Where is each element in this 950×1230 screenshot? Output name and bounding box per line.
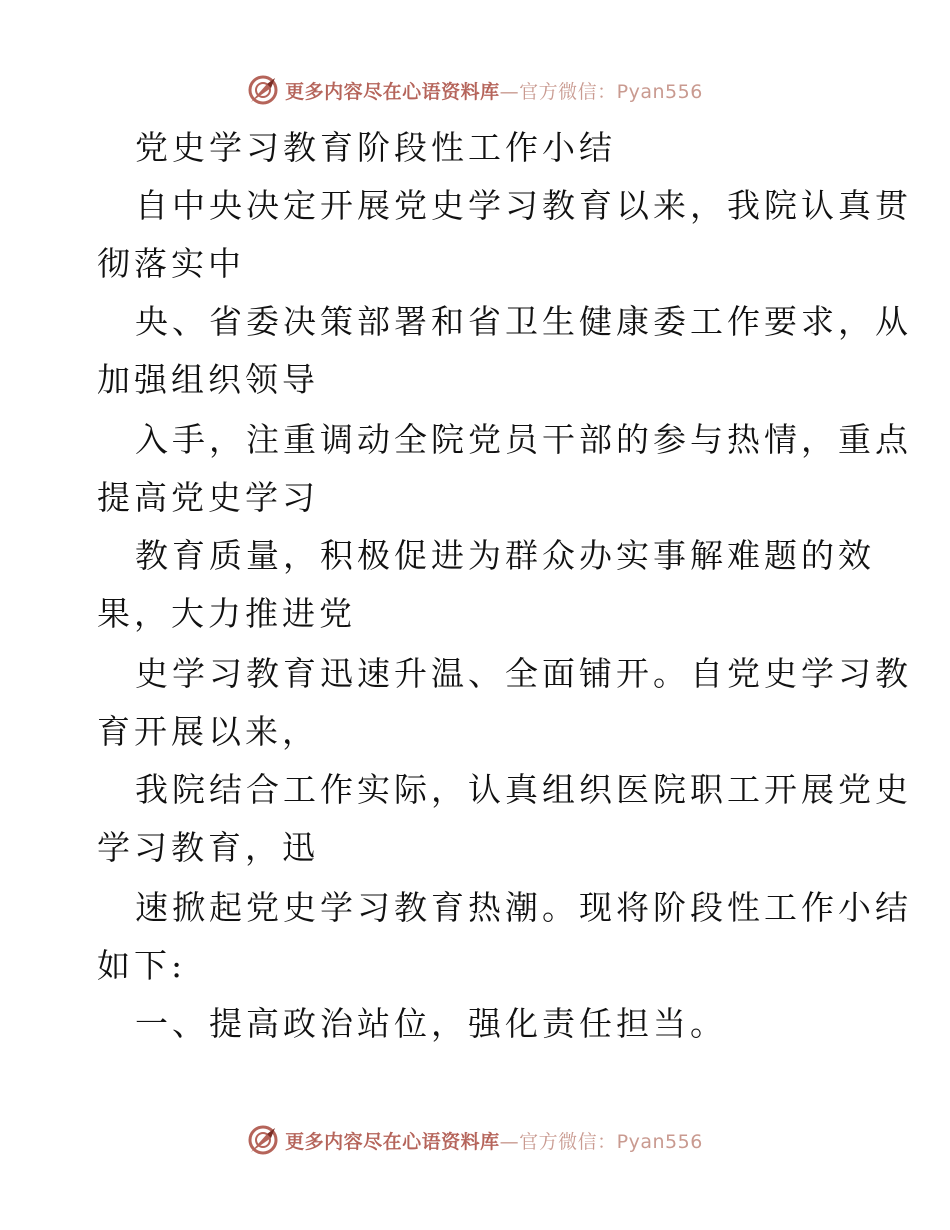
body-line: 学习教育，迅 — [97, 828, 319, 867]
footer-banner — [0, 1120, 950, 1160]
body-line: 果，大力推进党 — [97, 594, 356, 633]
body-line: 我院结合工作实际，认真组织医院职工开展党史 — [135, 770, 912, 809]
body-line: 提高党史学习 — [97, 478, 319, 517]
section-heading: 一、提高政治站位，强化责任担当。 — [135, 1004, 727, 1043]
body-line: 史学习教育迅速升温、全面铺开。自党史学习教 — [135, 654, 912, 693]
body-line: 入手，注重调动全院党员干部的参与热情，重点 — [135, 420, 912, 459]
body-line: 速掀起党史学习教育热潮。现将阶段性工作小结 — [135, 888, 912, 927]
body-line: 自中央决定开展党史学习教育以来，我院认真贯 — [135, 186, 912, 225]
footer-text: 更多内容尽在心语资料库—官方微信：Pyan556 — [285, 1130, 703, 1153]
body-line: 如下: — [97, 946, 187, 985]
quill-logo-icon — [247, 74, 279, 106]
quill-logo-icon — [247, 1124, 279, 1156]
body-line: 央、省委决策部署和省卫生健康委工作要求，从 — [135, 302, 912, 341]
header-text: 更多内容尽在心语资料库—官方微信：Pyan556 — [285, 80, 703, 103]
body-line: 教育质量，积极促进为群众办实事解难题的效 — [135, 536, 875, 575]
body-line: 育开展以来， — [97, 712, 319, 751]
document-title: 党史学习教育阶段性工作小结 — [135, 128, 616, 167]
body-line: 加强组织领导 — [97, 360, 319, 399]
body-line: 彻落实中 — [97, 244, 245, 283]
header-banner — [0, 70, 950, 110]
